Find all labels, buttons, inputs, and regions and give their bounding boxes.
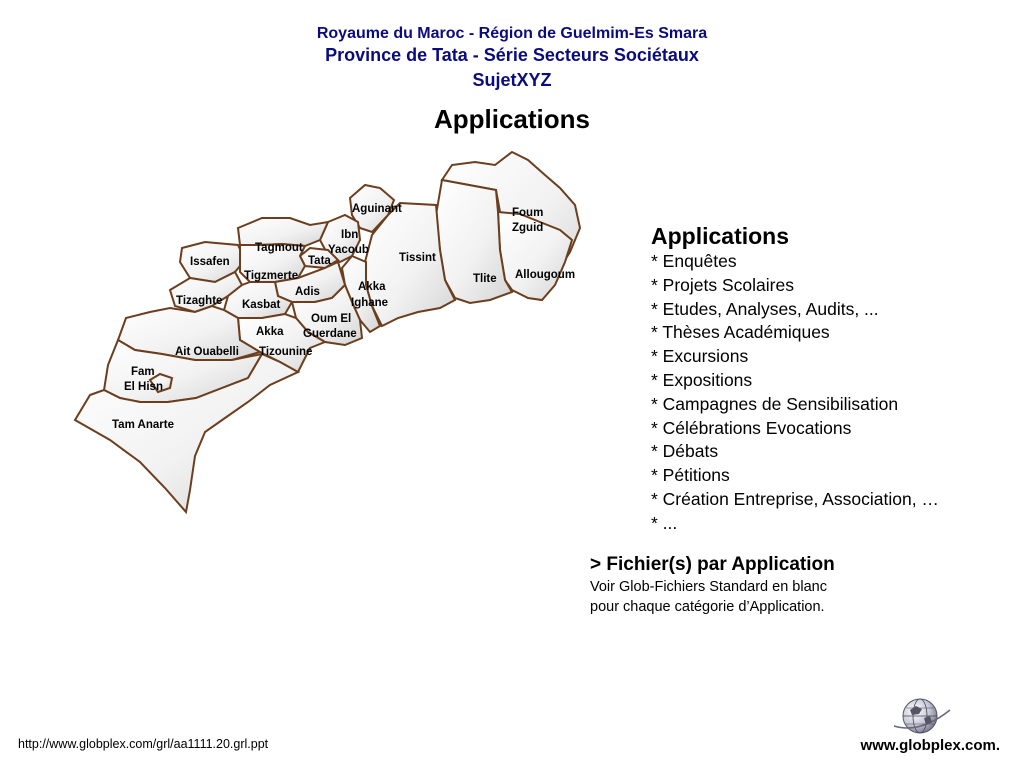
label-foum-zguid-1: Foum [512,207,544,219]
application-item: * Thèses Académiques [651,322,830,343]
label-tigzmerte: Tigzmerte [244,270,299,282]
label-tissint: Tissint [399,252,436,264]
slide-title: Applications [433,104,590,134]
files-line-1: Voir Glob-Fichiers Standard en blanc [590,579,827,595]
label-akka-ighane-1: Akka [358,281,386,293]
header-line-2: Province de Tata - Série Secteurs Sociétaux [325,45,699,65]
application-item: * Excursions [651,346,749,367]
label-tizaghte: Tizaghte [176,295,223,307]
label-akka-tizounine-2: Tizounine [259,346,313,358]
application-item: * Pétitions [651,465,730,486]
applications-heading: Applications [651,223,790,249]
label-fam-el-hisn-2: El Hisn [124,381,163,393]
label-issafen: Issafen [190,256,230,268]
label-kasbat: Kasbat [242,299,281,311]
application-item: * ... [651,512,678,533]
files-section [590,553,835,617]
globe-icon [892,696,952,738]
province-map [0,0,620,530]
label-aguinant: Aguinant [352,203,402,215]
application-item: * Etudes, Analyses, Audits, ... [651,298,879,319]
files-heading: > Fichier(s) par Application [590,554,835,575]
label-akka-tizounine-1: Akka [256,326,284,338]
header-line-3: SujetXYZ [472,70,552,90]
label-ait-ouabelli: Ait Ouabelli [175,346,239,358]
label-ibn-yacoub-1: Ibn [341,229,359,241]
application-item: * Campagnes de Sensibilisation [651,393,899,414]
label-tata: Tata [308,255,331,267]
footer-url-link[interactable]: http://www.globplex.com/grl/aa1111.20.grl.ppt [18,737,269,751]
label-adis: Adis [295,286,320,298]
label-oum-el-guerdane-1: Oum El [311,313,352,325]
files-line-2: pour chaque catégorie d’Application. [590,599,825,615]
label-fam-el-hisn-1: Fam [131,366,155,378]
label-foum-zguid-2: Zguid [512,222,544,234]
label-allougoum: Allougoum [515,269,576,281]
label-ibn-yacoub-2: Yacoub [328,244,369,256]
application-item: * Projets Scolaires [651,274,794,295]
label-tlite: Tlite [473,273,497,285]
applications-list [651,222,939,536]
application-item: * Enquêtes [651,251,737,271]
footer-brand-link[interactable]: www.globplex.com. [860,737,1000,754]
label-tagmout: Tagmout [255,242,303,254]
application-item: * Expositions [651,369,753,390]
application-item: * Création Entreprise, Association, … [651,488,939,509]
application-item: * Débats [651,441,719,462]
label-akka-ighane-2: Ighane [351,297,389,309]
label-tam-anarte: Tam Anarte [112,419,174,431]
application-item: * Célébrations Evocations [651,417,852,438]
label-oum-el-guerdane-2: Guerdane [303,328,357,340]
header-line-1: Royaume du Maroc - Région de Guelmim-Es Smara [316,25,708,42]
